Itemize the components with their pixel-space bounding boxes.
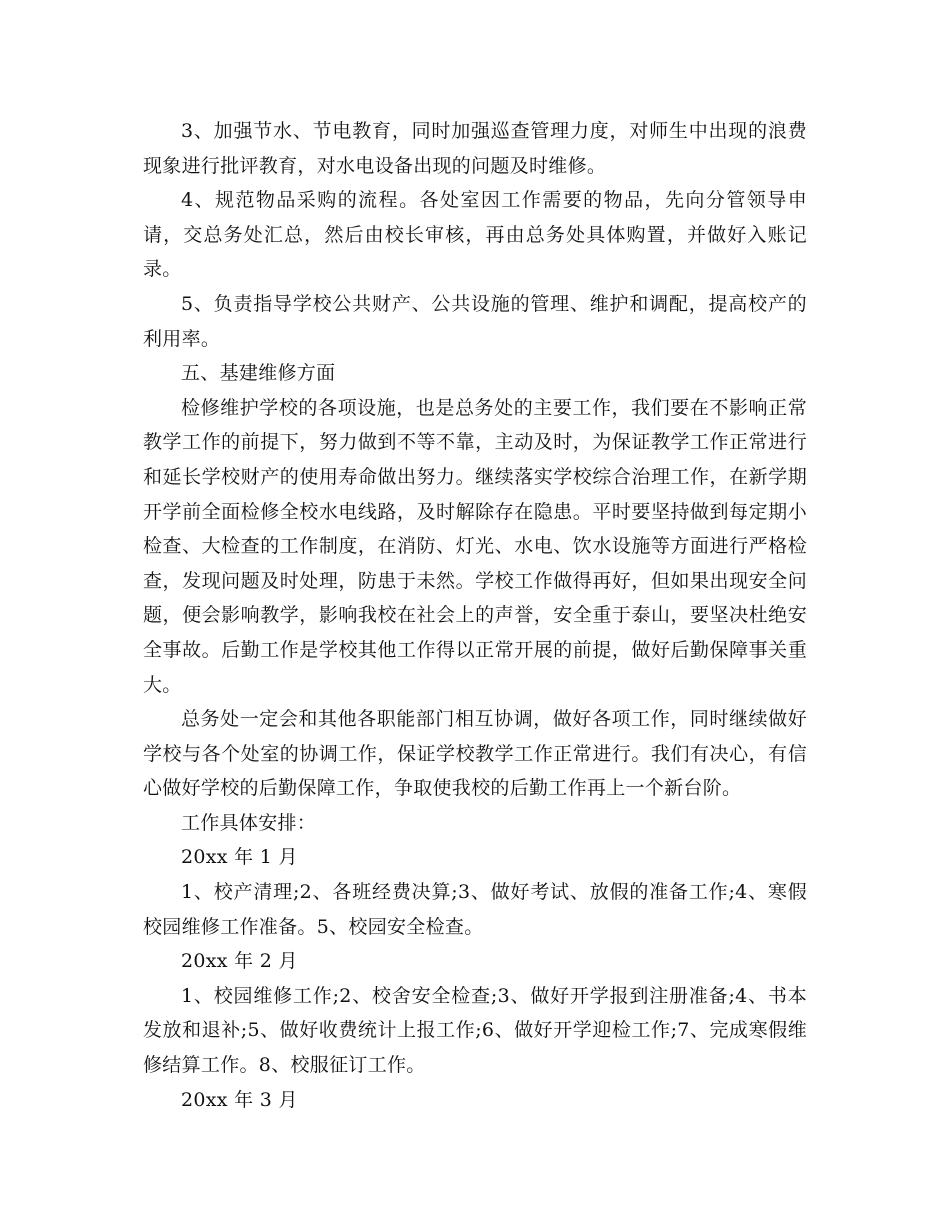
january-tasks: 1、校产清理;2、各班经费决算;3、做好考试、放假的准备工作;4、寒假校园维修工作准备。5、校园安全检查。 [143,881,807,938]
month-heading-february: 20xx 年 2 月 [181,950,298,973]
month-heading-march: 20xx 年 3 月 [181,1088,298,1111]
paragraph-maintenance: 检修维护学校的各项设施，也是总务处的主要工作，我们要在不影响正常教学工作的前提下，努力做到不等不靠，主动及时，为保证教学工作正常进行和延长学校财产的使用寿命做出努力。继续落实学校综合治理工作，在新学期开学前全面检修全校水电线路，及时解除存在隐患。平时要坚持做到每定期小检查、大检查的工作制度，在消防、灯光、水电、饮水设施等方面进行严格检查，发现问题及时处理，防患于未然。学校工作做得再好，但如果出现安全问题，便会影响教学，影响我校在社会上的声誉，安全重于泰山，要坚决杜绝安全事故。后勤工作是学校其他工作得以正常开展的前提，做好后勤保障事关重大。 [143,396,807,696]
section-heading-infrastructure: 五、基建维修方面 [181,362,336,385]
paragraph-item-3-water-electricity: 3、加强节水、节电教育，同时加强巡查管理力度，对师生中出现的浪费现象进行批评教育，对水电设备出现的问题及时维修。 [143,120,807,177]
document-body [143,114,807,1117]
paragraph-item-4-procurement: 4、规范物品采购的流程。各处室因工作需要的物品，先向分管领导申请，交总务处汇总，然后由校长审核，再由总务处具体购置，并做好入账记录。 [143,189,807,281]
paragraph-coordination: 总务处一定会和其他各职能部门相互协调，做好各项工作，同时继续做好学校与各个处室的协调工作，保证学校教学工作正常进行。我们有决心，有信心做好学校的后勤保障工作，争取使我校的后勤工作再上一个新台阶。 [143,708,807,800]
month-heading-january: 20xx 年 1 月 [181,846,298,869]
schedule-heading: 工作具体安排： [181,811,317,834]
february-tasks: 1、校园维修工作;2、校舍安全检查;3、做好开学报到注册准备;4、书本发放和退补;5、做好收费统计上报工作;6、做好开学迎检工作;7、完成寒假维修结算工作。8、校服征订工作。 [143,984,807,1077]
paragraph-item-5-public-property: 5、负责指导学校公共财产、公共设施的管理、维护和调配，提高校产的利用率。 [143,292,807,350]
